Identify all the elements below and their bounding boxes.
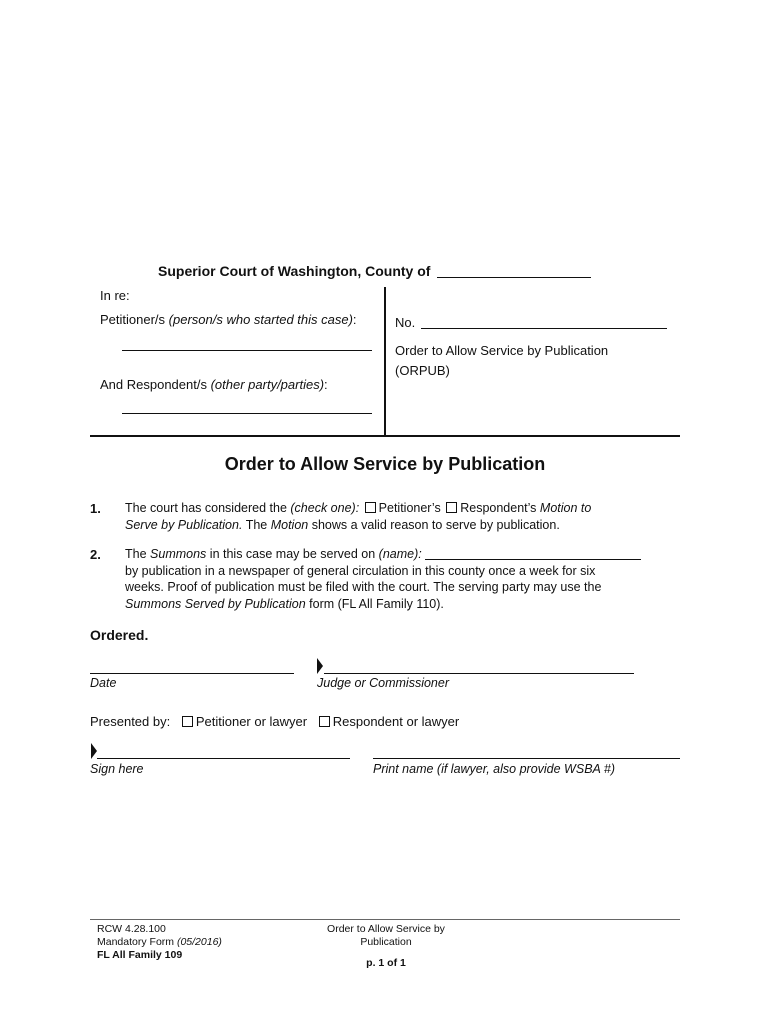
item-2-line-1: [125, 546, 685, 563]
case-code: (ORPUB): [395, 363, 450, 378]
respondent-motion-label: Respondent’s: [460, 501, 537, 515]
case-number-label: No.: [395, 315, 416, 330]
item-2-number: 2.: [90, 547, 101, 562]
presented-petitioner-checkbox[interactable]: [182, 716, 193, 727]
petitioner-label-text: Petitioner/s: [100, 312, 166, 327]
petitioner-label: [100, 312, 357, 328]
print-name-label: Print name (if lawyer, also provide WSBA #): [373, 762, 615, 776]
sign-here-arrow-icon: [91, 743, 97, 759]
judge-sign-arrow-icon: [317, 658, 323, 674]
item-2-the: The: [125, 547, 147, 561]
presented-petitioner-label: Petitioner or lawyer: [195, 714, 308, 729]
item-2-name-label: (name):: [378, 547, 422, 561]
footer-mandatory: [97, 936, 222, 949]
judge-signature-field[interactable]: [324, 673, 634, 674]
presented-respondent-label: Respondent or lawyer: [332, 714, 460, 729]
motion-to-text: Motion to: [539, 501, 592, 515]
footer-mandatory-text: Mandatory Form: [97, 936, 175, 948]
date-field[interactable]: [90, 673, 294, 674]
footer-center: [306, 923, 466, 970]
item-2-line-4-text: form (FL All Family 110).: [309, 596, 444, 611]
item-1-line-1: [125, 500, 680, 517]
item-1-line-2: [125, 517, 680, 534]
footer-form-id: FL All Family 109: [97, 949, 183, 961]
petitioner-note: (person/s who started this case): [168, 312, 353, 327]
petitioner-motion-checkbox[interactable]: [365, 502, 376, 513]
caption-bottom-rule: [90, 435, 680, 437]
item-2-line-2: by publication in a newspaper of general circulation in this county once a week for six: [125, 563, 596, 578]
item-1-text: [125, 500, 680, 533]
footer-left: [97, 923, 222, 962]
petitioner-motion-label: Petitioner’s: [378, 501, 441, 515]
respondent-note: (other party/parties): [210, 377, 325, 392]
item-2-text: [125, 546, 685, 612]
item-1-the: The: [245, 517, 268, 532]
served-name-field[interactable]: [425, 547, 641, 560]
case-title: Order to Allow Service by Publication: [395, 343, 609, 358]
footer-mandatory-date: (05/2016): [176, 936, 222, 948]
item-1-text-a: The court has considered the: [125, 501, 287, 515]
footer-center-line-1: Order to Allow Service by: [327, 923, 445, 935]
petitioner-name-field[interactable]: [122, 350, 372, 351]
signature-field[interactable]: [97, 758, 350, 759]
respondent-label: [100, 377, 328, 393]
respondent-motion-checkbox[interactable]: [446, 502, 457, 513]
presented-by-row: [90, 714, 459, 730]
case-number-field[interactable]: [421, 316, 667, 329]
in-re-label: In re:: [100, 288, 130, 303]
court-title: [158, 262, 591, 280]
judge-label: Judge or Commissioner: [317, 676, 449, 690]
item-1-text-b: shows a valid reason to serve by publication.: [311, 517, 560, 532]
item-2-summons: Summons: [150, 547, 207, 561]
print-name-field[interactable]: [373, 758, 680, 759]
item-2-line-4: [125, 596, 685, 613]
court-title-text: Superior Court of Washington, County of: [158, 263, 431, 279]
item-1-motion: Motion: [270, 517, 309, 532]
footer-rule: [90, 919, 680, 920]
item-1-number: 1.: [90, 501, 101, 516]
petitioner-colon: :: [352, 312, 357, 327]
summons-served-form-name: Summons Served by Publication: [125, 596, 306, 611]
date-label: Date: [90, 676, 117, 690]
county-field[interactable]: [437, 265, 591, 278]
footer-center-line-2: Publication: [360, 936, 412, 948]
item-1-check-one: (check one):: [290, 501, 360, 515]
sign-here-label: Sign here: [90, 762, 144, 776]
respondent-colon: :: [324, 377, 328, 392]
serve-by-publication-text: Serve by Publication.: [125, 517, 243, 532]
respondent-name-field[interactable]: [122, 413, 372, 414]
footer-rcw: RCW 4.28.100: [97, 923, 166, 935]
item-2-text-b: in this case may be served on: [209, 547, 376, 561]
presented-by-label: Presented by:: [90, 714, 171, 729]
presented-respondent-checkbox[interactable]: [319, 716, 330, 727]
item-2-line-3: weeks. Proof of publication must be filed with the court. The serving party may use the: [125, 580, 602, 594]
ordered-heading: Ordered.: [90, 627, 149, 643]
footer-page-number: p. 1 of 1: [366, 957, 406, 969]
caption-vertical-divider: [384, 287, 386, 437]
respondent-label-text: And Respondent/s: [100, 377, 207, 392]
document-title: Order to Allow Service by Publication: [224, 454, 546, 474]
case-number: [395, 315, 667, 331]
